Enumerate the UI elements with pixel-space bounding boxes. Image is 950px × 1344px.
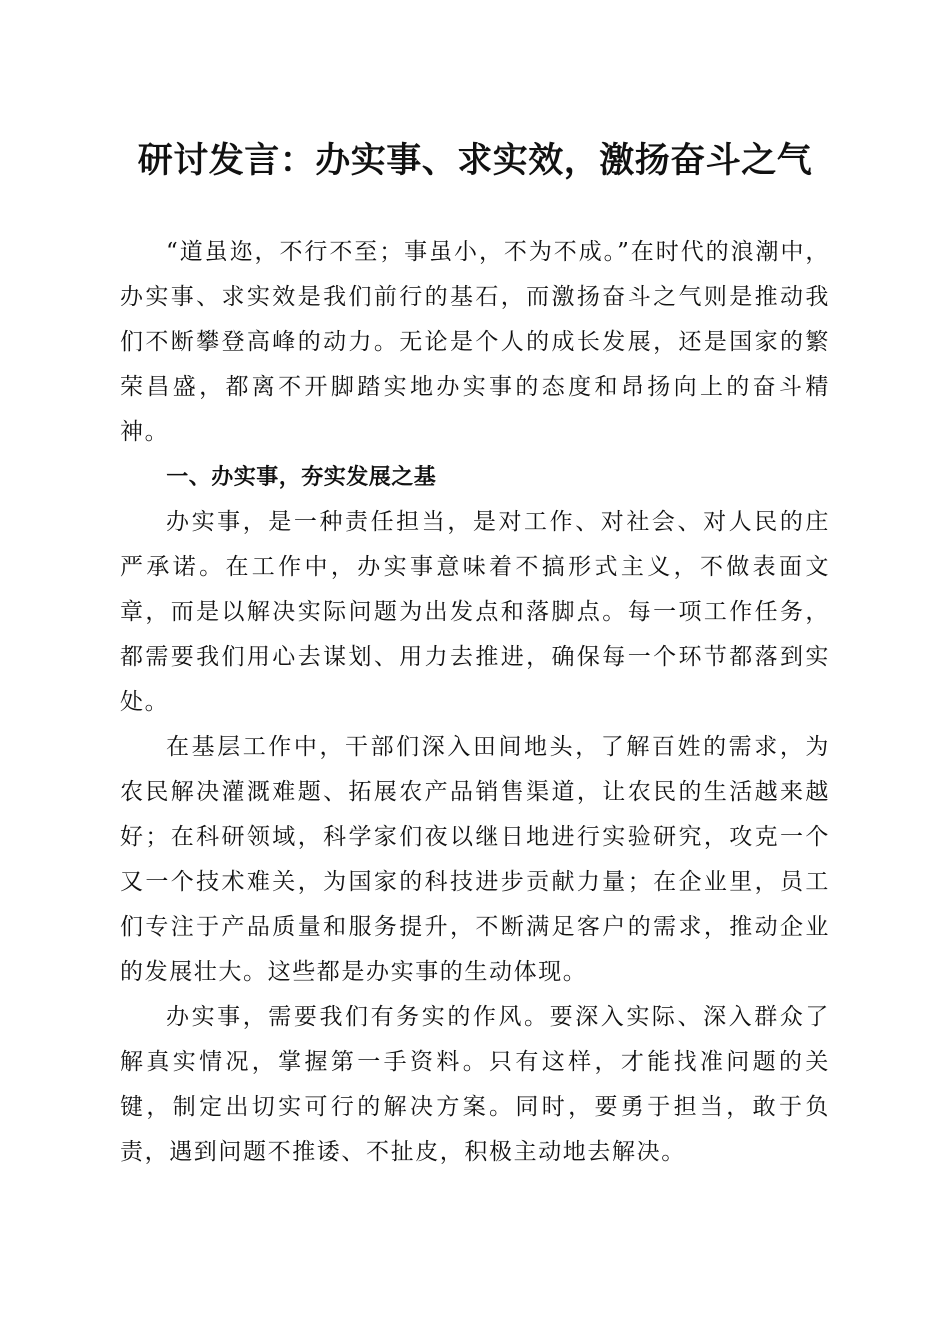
document-body <box>120 230 830 1175</box>
body-paragraph-3: 办实事，需要我们有务实的作风。要深入实际、深入群众了解真实情况，掌握第一手资料。只有这样，才能找准问题的关键，制定出切实可行的解决方案。同时，要勇于担当，敢于负责，遇到问题不推诿、不扯皮，积极主动地去解决。 <box>120 1004 830 1165</box>
intro-paragraph: “道虽迩，不行不至；事虽小，不为不成。”在时代的浪潮中，办实事、求实效是我们前行的基石，而激扬奋斗之气则是推动我们不断攀登高峰的动力。无论是个人的成长发展，还是国家的繁荣昌盛，都离不开脚踏实地办实事的态度和昂扬向上的奋斗精神。 <box>120 239 830 445</box>
body-paragraph-1: 办实事，是一种责任担当，是对工作、对社会、对人民的庄严承诺。在工作中，办实事意味着不搞形式主义，不做表面文章，而是以解决实际问题为出发点和落脚点。每一项工作任务，都需要我们用心去谋划、用力去推进，确保每一个环节都落到实处。 <box>120 509 830 715</box>
document-page <box>120 0 830 1344</box>
body-paragraph-2: 在基层工作中，干部们深入田间地头，了解百姓的需求，为农民解决灌溉难题、拓展农产品销售渠道，让农民的生活越来越好；在科研领域，科学家们夜以继日地进行实验研究，攻克一个又一个技术难关，为国家的科技进步贡献力量；在企业里，员工们专注于产品质量和服务提升，不断满足客户的需求，推动企业的发展壮大。这些都是办实事的生动体现。 <box>120 734 830 985</box>
section-heading-1: 一、办实事，夯实发展之基 <box>166 465 437 490</box>
document-title: 研讨发言：办实事、求实效，激扬奋斗之气 <box>137 140 813 181</box>
